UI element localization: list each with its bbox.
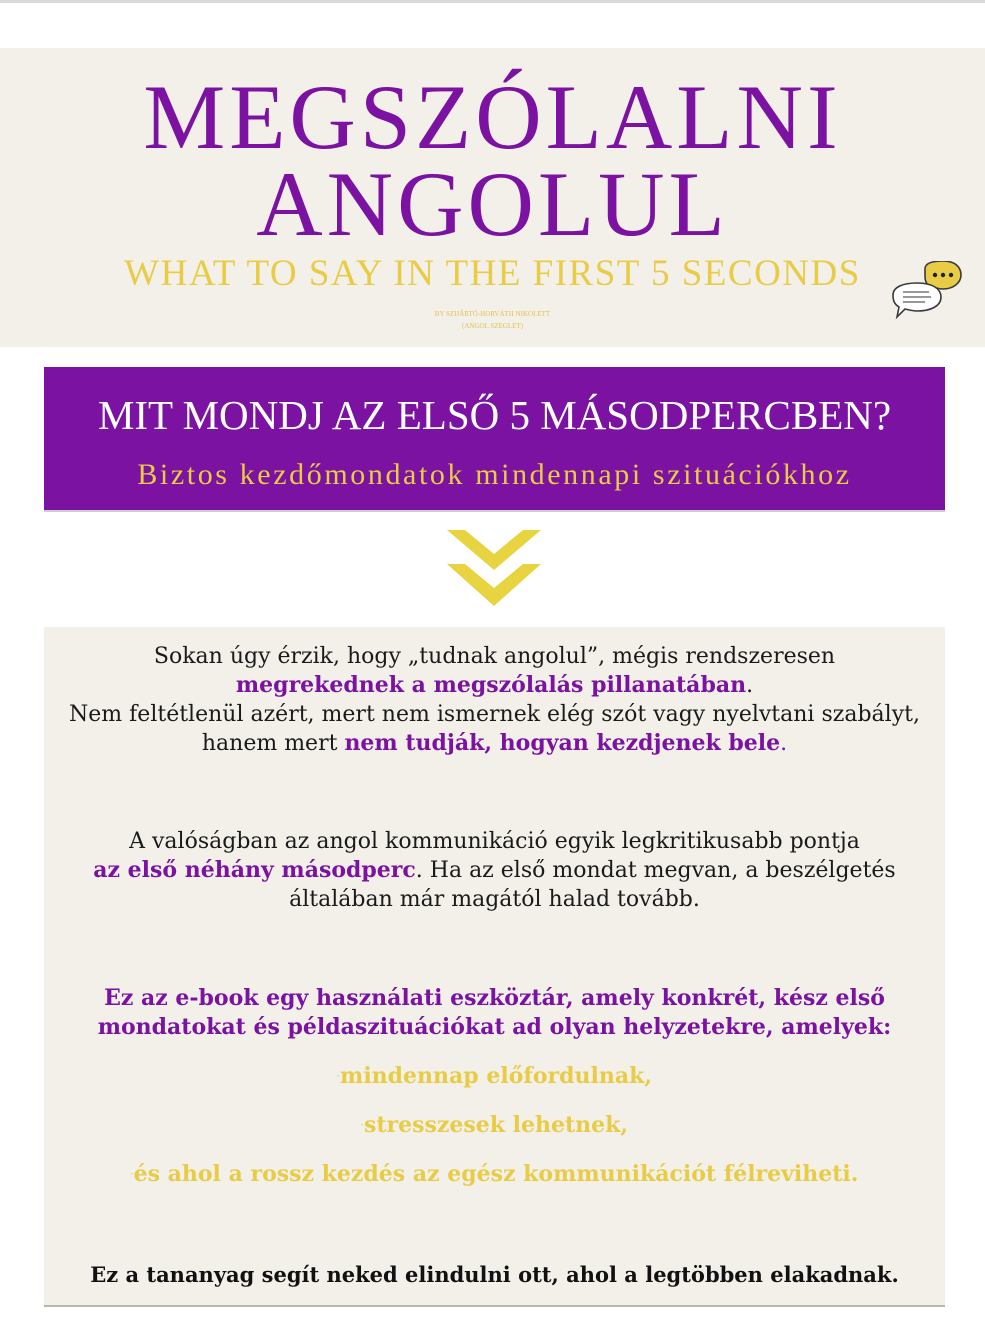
bullet-dash: - bbox=[130, 1169, 134, 1180]
double-chevron-down-icon bbox=[447, 530, 541, 610]
p2-highlight: az első néhány másodperc bbox=[93, 857, 416, 883]
p1-text-a: Sokan úgy érzik, hogy „tudnak angolul”, mégis rendszeresen bbox=[153, 644, 836, 669]
list-item-text: és ahol a rossz kezdés az egész kommunikációt félreviheti. bbox=[133, 1161, 859, 1187]
list-item bbox=[44, 1111, 945, 1141]
p2-text-b: . Ha az első mondat megvan, a beszélgetés általában már magától halad tovább. bbox=[289, 858, 896, 912]
list-item bbox=[44, 1062, 945, 1092]
intro-paragraph-2 bbox=[44, 827, 945, 914]
p1-text-d: . bbox=[780, 731, 788, 756]
banner-shadow bbox=[44, 510, 945, 512]
p1-highlight-1: megrekednek a megszólalás pillanatában bbox=[235, 672, 747, 698]
intro-paragraph-1 bbox=[44, 642, 945, 758]
chat-bubbles-icon bbox=[889, 261, 963, 321]
author-byline: BY SZIJÁRTÓ-HORVÁTH NIKOLETT bbox=[434, 310, 551, 318]
english-subtitle: WHAT TO SAY IN THE FIRST 5 SECONDS bbox=[124, 253, 861, 294]
title-line-1: MEGSZÓLALNI bbox=[143, 66, 842, 168]
title-line-2: ANGOLUL bbox=[256, 153, 729, 255]
cover-header bbox=[0, 48, 985, 347]
list-item-text: mindennap előfordulnak, bbox=[340, 1063, 652, 1089]
list-item-text: stresszesek lehetnek, bbox=[363, 1112, 629, 1138]
banner-subtitle: Biztos kezdőmondatok mindennapi szituációkhoz bbox=[137, 458, 852, 491]
top-rule bbox=[0, 0, 985, 3]
intro-panel bbox=[44, 627, 945, 1307]
p2-text-a: A valóságban az angol kommunikáció egyik legkritikusabb pontja bbox=[129, 829, 860, 854]
closing-statement: Ez a tananyag segít neked elindulni ott, ahol a legtöbben elakadnak. bbox=[90, 1262, 899, 1287]
p1-text-b: . bbox=[746, 673, 754, 698]
p1-highlight-2: nem tudják, hogyan kezdjenek bele bbox=[344, 730, 781, 756]
p1-text-c: Nem feltétlenül azért, mert nem ismernek elég szót vagy nyelvtani szabályt, hanem mert bbox=[69, 702, 920, 756]
topic-banner bbox=[44, 367, 945, 510]
bullet-dash: - bbox=[360, 1120, 364, 1131]
bullet-dash: - bbox=[337, 1071, 341, 1082]
list-item bbox=[44, 1160, 945, 1190]
ebook-description: Ez az e-book egy használati eszköztár, amely konkrét, kész első mondatokat és példaszituációkat ad olyan helyzetekre, amelyek: bbox=[97, 985, 892, 1040]
author-brand: (ANGOL SZEGLET) bbox=[462, 322, 523, 330]
banner-title: MIT MONDJ AZ ELSŐ 5 MÁSODPERCBEN? bbox=[97, 392, 892, 438]
